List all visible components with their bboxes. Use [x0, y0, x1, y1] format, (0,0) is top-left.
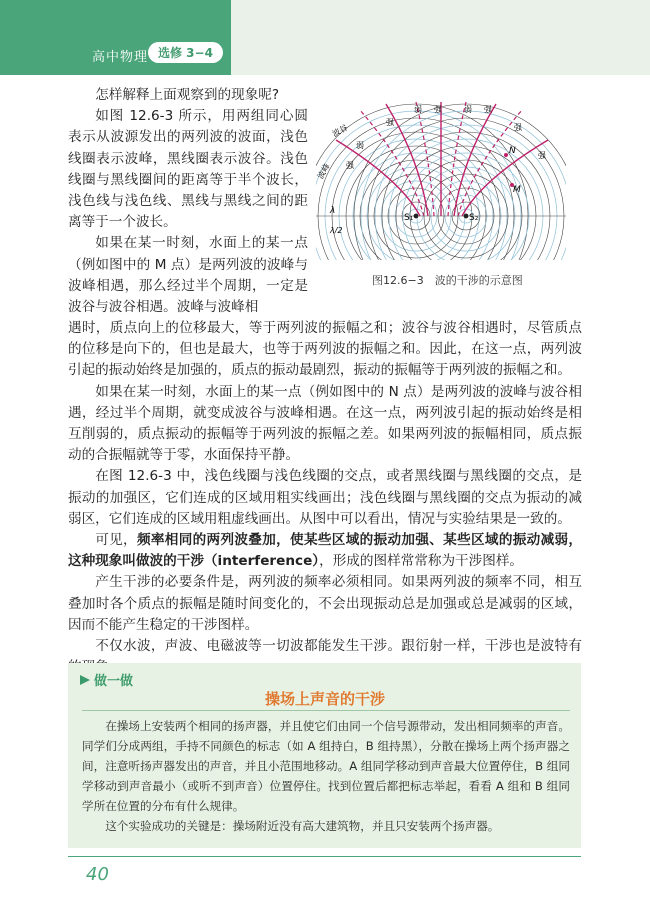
label-left-3: 强	[346, 161, 354, 170]
activity-divider	[82, 710, 570, 711]
paragraph-4: 如果在某一时刻，水面上的某一点（例如图中的 N 点）是两列波的波峰与波谷相遇，经过半个周期，就变成波谷与波峰相遇。在这一点，两列波引起的振动始终是相互削弱的，质点振动的振幅等于两列波的振幅之差。如果两列波的振幅相同，质点振动的合振幅就等于零，水面保持平静。	[68, 383, 582, 464]
label-top-4: 强	[484, 105, 492, 114]
trough-circles-s2	[354, 104, 566, 260]
label-top-1: 弱	[414, 105, 422, 114]
paragraph-1: 怎样解释上面观察到的现象呢?	[95, 87, 280, 103]
label-right-1: 强	[514, 123, 522, 132]
crest-circles-s2	[361, 111, 566, 260]
activity-title: 操场上声音的干涉	[264, 690, 385, 708]
text-column-left	[68, 85, 308, 318]
figure-caption: 图12.6−3 波的干涉的示意图	[372, 274, 523, 287]
label-top-3: 弱	[464, 105, 472, 114]
label-lambda: λ	[330, 206, 336, 216]
label-right-2: 强	[538, 151, 546, 160]
text-column-full	[68, 318, 582, 678]
paragraph-8: 不仅水波，声波、电磁波等一切波都能发生干涉。跟衍射一样，干涉也是波特有	[95, 638, 582, 655]
trough-circles-s1	[316, 104, 528, 260]
label-s2: S₂	[469, 213, 479, 223]
activity-body	[82, 716, 570, 836]
label-bofeng: 波峰	[316, 162, 332, 181]
paragraph-2: 如图 12.6-3 所示，用两组同心圆表示从波源发出的两列波的波面，浅色线圈表示波峰，黑线圈表示波谷。浅色线圈与黑线圈间的距离等于半个波长，浅色线与浅色线、黑线与黑线之间的距离等于一个波长。	[68, 108, 308, 231]
subject-title: 高中物理	[92, 50, 149, 65]
paragraph-5: 在图 12.6-3 中，浅色线圈与浅色线圈的交点，或者黑线圈与黑线圈的交点，是振动的加强区，它们连成的区域用粗实线画出；浅色线圈与黑线圈的交点为振动的减弱区，它们连成的区域用粗虚线画出。从图中可以看出，情况与实验结果是一致的。	[68, 468, 582, 527]
interference-diagram	[316, 100, 566, 260]
paragraph-7: 产生干涉的必要条件是，两列波的频率必须相同。如果两列波的频率不同，相互叠加时各个质点的振幅是随时间变化的，不会出现振动总是加强或总是减弱的区域，因而不能产生稳定的干涉图样。	[68, 574, 582, 633]
label-m: M	[513, 185, 521, 195]
paragraph-6-lead: 可见，	[95, 532, 137, 549]
label-bogu: 波谷	[330, 122, 350, 139]
interference-figure	[316, 100, 566, 260]
paragraph-3-cont: 遇时，质点向上的位移最大，等于两列波的振幅之和；波谷与波谷相遇时，尽管质点的位移是向下的，但也是最大，也等于两列波的振幅之和。因此，在这一点，两列波引起的振动始终是加强的，质点的振动最剧烈，振动的振幅等于两列波的振幅之和。	[68, 320, 582, 379]
label-s1: S₁	[404, 213, 414, 223]
activity-paragraph-1: 在操场上安装两个相同的扬声器，并且使它们由同一个信号源带动，发出相同频率的声音。同学们分成两组，手持不同颜色的标志（如 A 组持白，B 组持黑），分散在操场上两个扬声器之间，注意听扬声器发出的声音，并且小范围地移动。A 组同学移动到声音最大位置停住，B 组同学移动到声音最小（或听不到声音）位置停住。找到位置后都把标志举起，看看 A 组和 B 组同学所在位置的分布有什么规律。	[82, 719, 570, 813]
activity-tag	[80, 670, 133, 689]
label-left-2: 弱	[356, 141, 364, 150]
page-number: 40	[86, 864, 109, 885]
paragraph-3: 如果在某一时刻，水面上的某一点（例如图中的 M 点）是两列波的波峰与波峰相遇，那么经过半个周期，一定是波谷与波谷相遇。波峰与波峰相	[68, 235, 308, 316]
interference-definition: 频率相同的两列波叠加，使某些区域的振动加强、某些区域的振动减弱，这种现象叫做波的干涉（interference）	[68, 532, 583, 570]
label-top-2: 强	[434, 105, 442, 114]
arrow-icon	[80, 675, 90, 685]
paragraph-6-tail: ，形成的图样常常称为干涉图样。	[319, 553, 524, 570]
module-badge: 选修 3−4	[148, 42, 223, 63]
label-half-lambda: λ/2	[330, 226, 343, 235]
activity-paragraph-2: 这个实验成功的关键是：操场附近没有高大建筑物，并且只安装两个扬声器。	[105, 819, 500, 833]
activity-tag-label: 做一做	[94, 674, 134, 689]
paragraph-6	[68, 530, 582, 572]
label-n: N	[509, 146, 516, 156]
footer-divider	[68, 856, 581, 857]
label-left-1: 强	[386, 118, 394, 127]
crest-circles-s1	[316, 111, 521, 260]
